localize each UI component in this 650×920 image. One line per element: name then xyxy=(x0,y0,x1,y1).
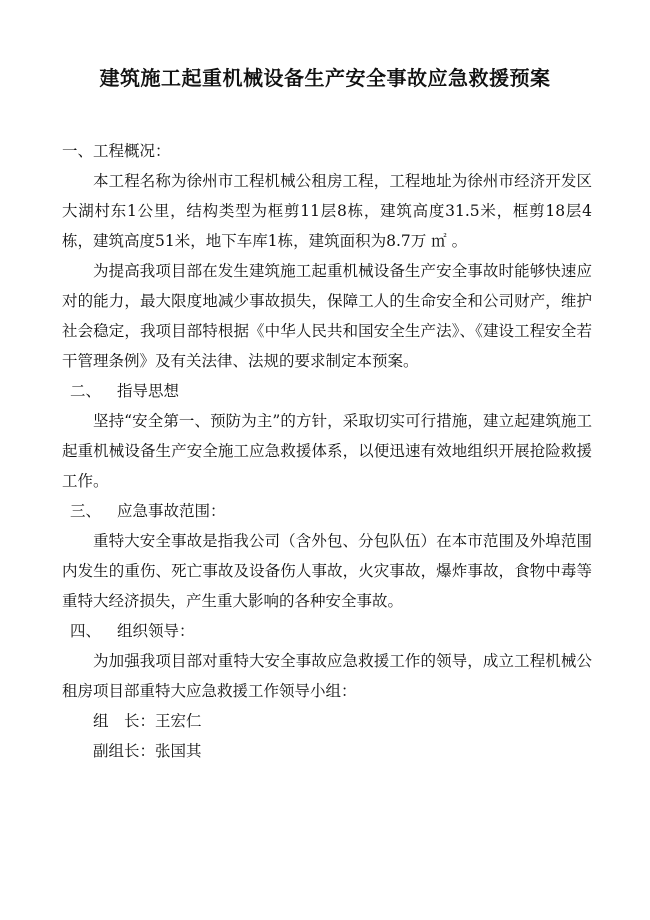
section-number: 三、 xyxy=(70,502,102,520)
paragraph: 重特大安全事故是指我公司（含外包、分包队伍）在本市范围及外埠范围内发生的重伤、死亡事故及设备伤人事故，火灾事故，爆炸事故，食物中毒等重特大经济损失，产生重大影响的各种安全事故。 xyxy=(62,532,592,610)
leader-role: 副组长： xyxy=(93,742,156,760)
section-heading-1 xyxy=(62,136,592,166)
leader-name: 王宏仁 xyxy=(155,712,202,730)
section-title: 工程概况： xyxy=(93,142,171,160)
section-heading-4 xyxy=(62,616,592,646)
document-title: 建筑施工起重机械设备生产安全事故应急救援预案 xyxy=(99,66,551,90)
section-number: 二、 xyxy=(70,382,102,400)
section-heading-3 xyxy=(62,496,592,526)
section-title: 组织领导： xyxy=(117,622,195,640)
leader-row xyxy=(62,736,592,766)
paragraph: 坚持“安全第一、预防为主”的方针，采取切实可行措施，建立起建筑施工起重机械设备生产安全施工应急救援体系，以便迅速有效地组织开展抢险救援工作。 xyxy=(62,412,592,490)
section-title: 应急事故范围： xyxy=(117,502,226,520)
section-heading-2 xyxy=(62,376,592,406)
document-body xyxy=(62,136,592,766)
leader-row xyxy=(62,706,592,736)
paragraph: 本工程名称为徐州市工程机械公租房工程，工程地址为徐州市经济开发区大湖村东1公里，结构类型为框剪11层8栋，建筑高度31.5米，框剪18层4栋，建筑高度51米，地下车库1栋，建筑面积为8.7万 ㎡ 。 xyxy=(62,172,592,250)
section-number: 一、 xyxy=(62,142,94,160)
leader-name: 张国其 xyxy=(155,742,202,760)
section-title: 指导思想 xyxy=(117,382,180,400)
paragraph: 为加强我项目部对重特大安全事故应急救援工作的领导，成立工程机械公租房项目部重特大应急救援工作领导小组： xyxy=(62,652,592,700)
paragraph: 为提高我项目部在发生建筑施工起重机械设备生产安全事故时能够快速应对的能力，最大限度地减少事故损失，保障工人的生命安全和公司财产，维护社会稳定，我项目部特根据《中华人民共和国安全生产法》、《建设工程安全若干管理条例》及有关法律、法规的要求制定本预案。 xyxy=(62,262,592,370)
leader-role: 组 长： xyxy=(93,712,156,730)
section-number: 四、 xyxy=(70,622,102,640)
